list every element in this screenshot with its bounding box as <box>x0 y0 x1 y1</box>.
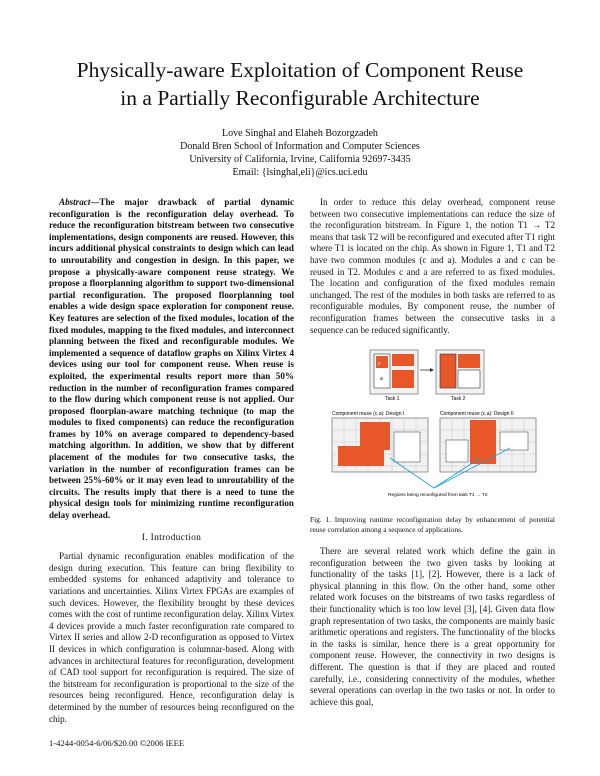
task2-module-e <box>440 354 456 388</box>
affiliation-1: Donald Bren School of Information and Computer Sciences <box>180 141 420 152</box>
left-column <box>49 197 294 725</box>
regions-label: Regions being reconfigured from task T1 → T2 <box>388 493 488 498</box>
right-column-top <box>310 197 555 336</box>
design2-label: Component reuse (c,a): Design II <box>440 411 514 417</box>
design1-block-2 <box>338 446 384 466</box>
design1-fixed <box>394 432 420 462</box>
task2-module-f <box>458 354 480 368</box>
title-line-2: in a Partially Reconfigurable Architecture <box>120 86 480 110</box>
task2-module-a <box>458 370 480 388</box>
design2-fixed-2 <box>500 432 528 450</box>
task1-label: Task 1 <box>385 396 400 402</box>
design1-block-1 <box>360 422 390 450</box>
right-paragraph-1: In order to reduce this delay overhead, component reuse between two consecutive implementations can reduce the size of the reconfiguration bitstream. In Figure 1, the notion T1 → T2 means that task T2 will be reconfigured and executed after T1 right where T1 is located on the chip. As shown in Figure 1, T1 and T2 have two common modules (c and a). Modules a and c can be reused in T2. Modules c and a are referred to as fixed modules. The location and configuration of the fixed modules remain unchanged. The rest of the modules in both tasks are referred to as reconfigurable modules. By component reuse, the number of reconfiguration frames between the consecutive tasks in a sequence can be reduced significantly. <box>310 197 555 335</box>
task1-module-d <box>392 370 414 388</box>
intro-paragraph: Partial dynamic reconfiguration enables modification of the design during execution. This feature can bring flexibility to embedded systems for enhanced adaptivity and tolerance to variations and uncertainties. Xilinx Virtex FPGAs are examples of such devices. However, the flexibility brought by these devices comes with the cost of runtime reconfiguration delay. Xilinx Virtex 4 devices provide a much faster reconfiguration rate compared to Virtex II series and allow 2-D reconfiguration as opposed to Virtex II devices in which configuration is columnar-based. Along with advances in architectural features for reconfiguration, development of CAD tool support for reconfiguration is required. The size of the bitstream for reconfiguration is proportional to the size of the resources being reconfigured. Hence, reconfiguration delay is determined by the number of resources being reconfigured on the chip. <box>49 551 294 724</box>
design2-fixed <box>446 440 468 462</box>
design1-label: Component reuse (c,a): Design I <box>332 411 405 417</box>
copyright-footer: 1-4244-0054-6/06/$20.00 ©2006 IEEE <box>49 738 185 748</box>
right-column-bottom <box>310 546 555 708</box>
abstract-label: Abstract <box>59 197 91 207</box>
section-heading: I. Introduction <box>141 532 202 543</box>
abstract-text: —The major drawback of partial dynamic reconfiguration is the reconfiguration delay overhead. To reduce the reconfiguration bitstream between two consecutive implementations, design components are reused. However, this incurs additional physical constraints to design which can lead to unroutability and congestion in design. In this paper, we propose a physically-aware component reuse strategy. We propose a floorplanning algorithm to support two-dimensional partial reconfiguration. The proposed floorplanning tool enables a wide design space exploration for component reuse. Key features are selection of the fixed modules, location of the fixed modules, mapping to the fixed modules, and interconnect planning between the fixed and reconfigurable modules. We implemented a sequence of dataflow graphs on Xilinx Virtex 4 devices using our tool for component reuse. When reuse is exploited, the experimental results report more than 50% reduction in the number of reconfiguration frames compared to the flow during which component reuse is not applied. Our proposed floorplan-aware matching technique (to map the modules to fixed components) can reduce the reconfiguration frames by 10% on average compared to dependency-based matching algorithm. In addition, we show that by different placement of the modules for two consecutive tasks, the variation in the number of reconfiguration frames can be between 25%-60% or it may even lead to unroutability of the circuits. The results imply that there is a need to tune the physical design tools for minimizing runtime reconfiguration delay overhead. <box>49 197 294 521</box>
task-arrow-head <box>430 368 434 372</box>
task1-module-b <box>392 354 414 366</box>
label-a: a <box>380 376 383 382</box>
figure-diagram <box>330 348 540 500</box>
abstract <box>49 197 294 522</box>
email: Email: {lsinghal,eli}@ics.uci.edu <box>232 167 368 178</box>
figure-1 <box>330 348 540 500</box>
paper-title <box>30 56 570 112</box>
affiliation-2: University of California, Irvine, California 92697-3435 <box>189 154 411 165</box>
authors: Love Singhal and Elaheh Bozorgzadeh <box>222 128 378 139</box>
right-paragraph-2: There are several related work which define the gain in reconfiguration between the two given tasks by looking at functionality of the tasks [1], [2]. However, there is a lack of physical planning in this flow. On the other hand, some other related work focuses on the bitstreams of two tasks regardless of their functionality which is too low level [3], [4]. Given data flow graph representation of two tasks, the components are mainly basic arithmetic operations and registers. The functionality of the blocks in the tasks is similar, hence there is a great opportunity for component reuse. However, the connectivity in two designs is different. The question is that if they are placed and routed carefully, i.e., considering connectivity of the modules, whether several operations can overlap in the two tasks or not. In order to achieve this goal, <box>310 546 555 707</box>
author-block <box>100 127 500 179</box>
label-c: c <box>378 361 381 367</box>
task2-label: Task 2 <box>451 396 466 402</box>
figure-caption: Fig. 1. Improving runtime reconfiguration delay by enhancement of potential reuse correlation among a sequence of applications. <box>310 515 555 534</box>
title-line-1: Physically-aware Exploitation of Component Reuse <box>76 58 524 82</box>
